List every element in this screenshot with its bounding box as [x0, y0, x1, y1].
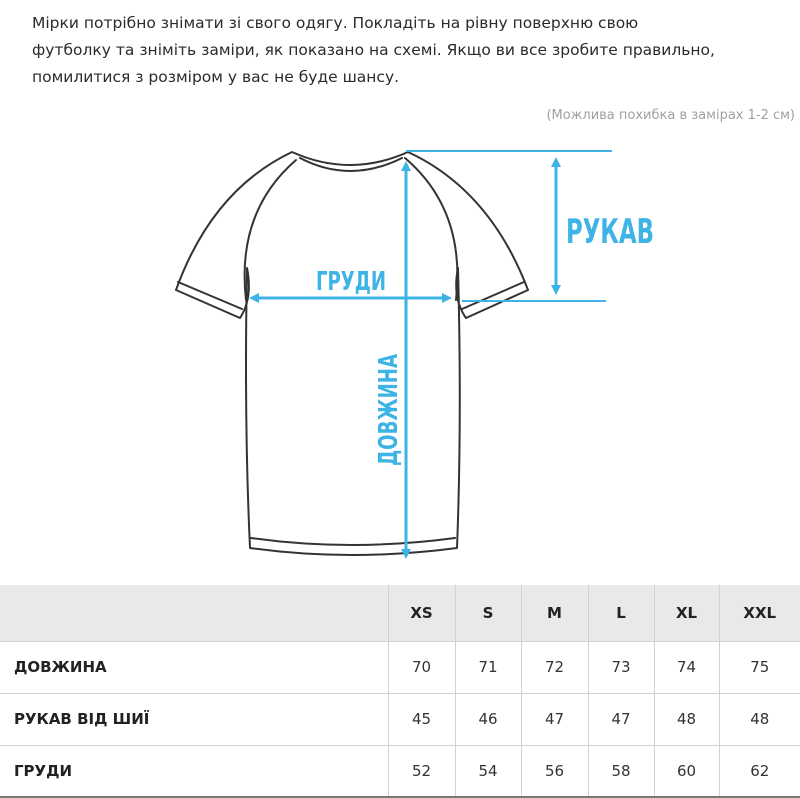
- table-cell: 47: [521, 693, 588, 745]
- sleeve-label: РУКАВ: [566, 212, 654, 252]
- table-cell: 72: [521, 641, 588, 693]
- table-row-sleeve: [0, 693, 800, 745]
- table-cell: 54: [455, 745, 521, 797]
- row-label-chest: ГРУДИ: [0, 745, 388, 797]
- size-header-xl: XL: [654, 585, 719, 641]
- size-chart-table: [0, 585, 800, 798]
- chest-label: ГРУДИ: [316, 267, 386, 297]
- table-cell: 74: [654, 641, 719, 693]
- tshirt-body-outline: [176, 152, 528, 555]
- table-cell: 52: [388, 745, 455, 797]
- table-cell: 48: [654, 693, 719, 745]
- right-raglan-seam: [405, 158, 457, 300]
- table-cell: 45: [388, 693, 455, 745]
- hem-stitch: [251, 538, 455, 545]
- table-cell: 70: [388, 641, 455, 693]
- table-cell: 58: [588, 745, 654, 797]
- size-header-l: L: [588, 585, 654, 641]
- measurement-error-note: (Можлива похибка в замірах 1-2 см): [546, 108, 795, 123]
- table-cell: 60: [654, 745, 719, 797]
- table-row-chest: [0, 745, 800, 797]
- size-header-xxl: XXL: [719, 585, 800, 641]
- table-cell: 62: [719, 745, 800, 797]
- intro-line-1: Мірки потрібно знімати зі свого одягу. Покладіть на рівну поверхню свою: [32, 14, 639, 32]
- header-blank-cell: [0, 585, 388, 641]
- intro-line-2: футболку та зніміть заміри, як показано на схемі. Якщо ви все зробите правильно,: [32, 41, 715, 59]
- table-cell: 73: [588, 641, 654, 693]
- table-cell: 47: [588, 693, 654, 745]
- table-cell: 56: [521, 745, 588, 797]
- table-cell: 71: [455, 641, 521, 693]
- size-header-row: [0, 585, 800, 641]
- table-cell: 46: [455, 693, 521, 745]
- table-cell: 75: [719, 641, 800, 693]
- row-label-sleeve: РУКАВ ВІД ШИЇ: [0, 693, 388, 745]
- size-header-m: M: [521, 585, 588, 641]
- size-header-xs: XS: [388, 585, 455, 641]
- table-row-length: [0, 641, 800, 693]
- table-cell: 48: [719, 693, 800, 745]
- row-label-length: ДОВЖИНА: [0, 641, 388, 693]
- left-raglan-seam: [245, 160, 296, 300]
- intro-line-3: помилитися з розміром у вас не буде шансу.: [32, 68, 400, 86]
- tshirt-outline: [176, 152, 528, 555]
- size-header-s: S: [455, 585, 521, 641]
- length-label: ДОВЖИНА: [374, 305, 404, 466]
